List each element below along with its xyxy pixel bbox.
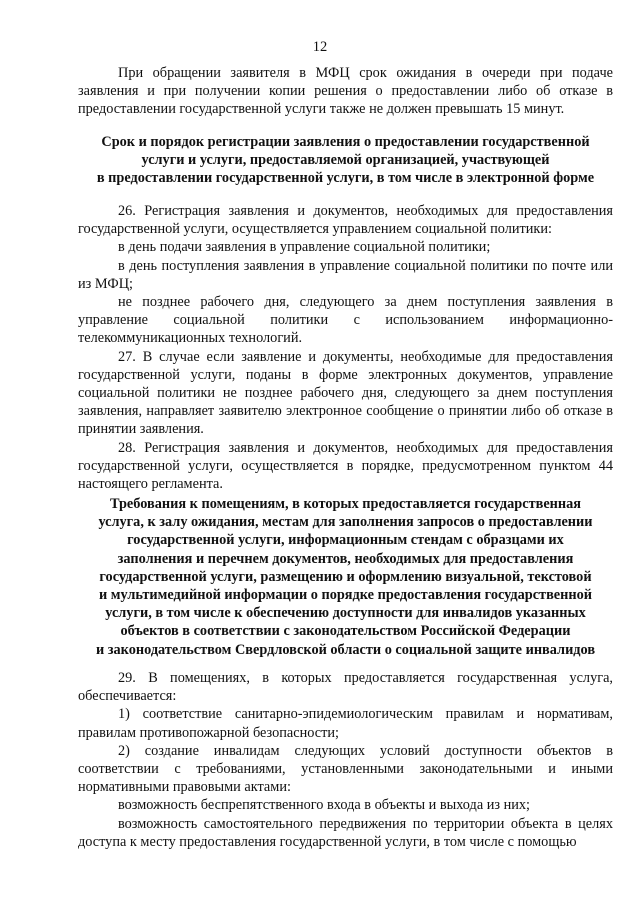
section-body-premises [78,669,613,851]
section-heading-premises [78,495,613,659]
paragraph-29-item-2-b: возможность самостоятельного передвижения по территории объекта в целях доступа к месту предоставления государственной услуги, в том числе с помощью [78,815,613,850]
heading-line: государственной услуги, размещению и оформлению визуальной, текстовой [99,568,592,585]
paragraph-26-item-2: в день поступления заявления в управление социальной политики по почте или из МФЦ; [78,257,613,292]
page-number: 12 [312,39,328,55]
section-heading-registration [78,133,613,188]
section-body-registration [78,202,613,493]
intro-block [78,64,613,119]
heading-line: в предоставлении государственной услуги, в том числе в электронной форме [96,170,595,187]
paragraph-29: 29. В помещениях, в которых предоставляется государственная услуга, обеспечивается: [78,670,613,705]
paragraph-26-item-3: не позднее рабочего дня, следующего за днем поступления заявления в управление социальной политики с использованием информационно-телекоммуникационных технологий. [78,294,613,347]
paragraph-26: 26. Регистрация заявления и документов, необходимых для предоставления государственной услуги, осуществляется управлением социальной политики: [78,203,613,238]
paragraph-27: 27. В случае если заявление и документы, необходимые для предоставления государственной услуги, поданы в форме электронных документов, управление социальной политики не позднее рабочего дня, следующего за днем поступления заявления, направляет заявителю электронное сообщение о принятии либо об отказе в принятии заявления. [78,348,613,438]
heading-line: государственной услуги, информационным стендам с образцами их [127,532,564,549]
heading-line: услуги и услуги, предоставляемой организацией, участвующей [141,152,550,169]
heading-line: объектов в соответствии с законодательством Российской Федерации [120,623,571,640]
heading-line: и законодательством Свердловской области о социальной защите инвалидов [95,641,596,658]
paragraph-29-item-1: 1) соответствие санитарно-эпидемиологическим правилам и нормативам, правилам противопожарной безопасности; [78,706,613,741]
paragraph-28: 28. Регистрация заявления и документов, необходимых для предоставления государственной услуги, осуществляется в порядке, предусмотренном пунктом 44 настоящего регламента. [78,439,613,493]
paragraph-29-item-2-a: возможность беспрепятственного входа в объекты и выхода из них; [118,797,531,814]
paragraph-29-item-2: 2) создание инвалидам следующих условий доступности объектов в соответствии с требованиями, установленными законодательными и иными нормативными правовыми актами: [78,742,613,796]
heading-line: услуга, к залу ожидания, местам для заполнения запросов о предоставлении [98,514,593,531]
heading-line: и мультимедийной информации о порядке предоставления государственной [98,587,592,604]
heading-line: Требования к помещениям, в которых предоставляется государственная [109,496,582,512]
paragraph-26-item-1: в день подачи заявления в управление социальной политики; [118,239,491,256]
heading-line: Срок и порядок регистрации заявления о предоставлении государственной [101,134,590,150]
intro-paragraph: При обращении заявителя в МФЦ срок ожидания в очереди при подаче заявления и при получении копии решения о предоставлении либо об отказе в предоставлении государственной услуги также не должен превышать 15 минут. [78,65,613,118]
heading-line: заполнения и перечнем документов, необходимых для предоставления [117,550,574,567]
heading-line: услуги, в том числе к обеспечению доступности для инвалидов указанных [105,605,586,622]
